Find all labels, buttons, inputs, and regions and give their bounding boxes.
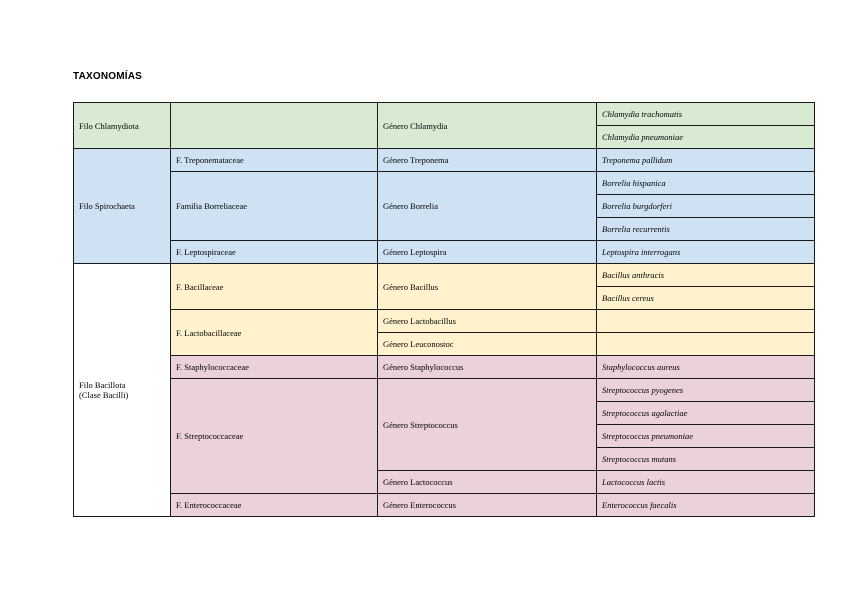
family-cell: F. Lactobacillaceae: [171, 310, 378, 356]
family-cell: F. Staphylococcaceae: [171, 356, 378, 379]
species-cell: Treponema pallidum: [597, 149, 815, 172]
species-cell: Staphylococcus aureus: [597, 356, 815, 379]
table-row: [74, 494, 815, 517]
family-cell: F. Treponemataceae: [171, 149, 378, 172]
species-cell: Streptococcus mutans: [597, 448, 815, 471]
family-cell: F. Leptospiraceae: [171, 241, 378, 264]
family-cell: Familia Borreliaceae: [171, 172, 378, 241]
species-cell: Chlamydia trachomatis: [597, 103, 815, 126]
species-cell: Streptococcus pneumoniae: [597, 425, 815, 448]
species-cell: Borrelia recurrentis: [597, 218, 815, 241]
table-row: [74, 149, 815, 172]
species-cell: Borrelia burgdorferi: [597, 195, 815, 218]
genus-cell: Género Staphylococcus: [378, 356, 597, 379]
table-row: [74, 103, 815, 126]
species-cell-empty: [597, 333, 815, 356]
family-cell: F. Streptococcaceae: [171, 379, 378, 494]
table-row: [74, 241, 815, 264]
phylum-name: Filo Bacillota: [79, 380, 126, 390]
table-row: [74, 264, 815, 287]
page-title: TAXONOMÍAS: [73, 71, 143, 82]
genus-cell: Género Lactobacillus: [378, 310, 597, 333]
genus-cell: Género Streptococcus: [378, 379, 597, 471]
species-cell: Chlamydia pneumoniae: [597, 126, 815, 149]
genus-cell: Género Leuconostoc: [378, 333, 597, 356]
species-cell: Streptococcus pyogenes: [597, 379, 815, 402]
genus-cell: Género Leptospira: [378, 241, 597, 264]
table-row: [74, 172, 815, 195]
genus-cell: Género Bacillus: [378, 264, 597, 310]
species-cell: Borrelia hispanica: [597, 172, 815, 195]
phylum-class: (Clase Bacilli): [79, 390, 129, 400]
genus-cell: Género Enterococcus: [378, 494, 597, 517]
species-cell: Streptococcus agalactiae: [597, 402, 815, 425]
phylum-cell: [74, 264, 171, 517]
genus-cell: Género Treponema: [378, 149, 597, 172]
genus-cell: Género Borrelia: [378, 172, 597, 241]
phylum-cell: Filo Spirochaeta: [74, 149, 171, 264]
phylum-cell: Filo Chlamydiota: [74, 103, 171, 149]
taxonomy-table: [73, 102, 815, 517]
family-cell-empty: [171, 103, 378, 149]
family-cell: F. Bacillaceae: [171, 264, 378, 310]
table-row: [74, 356, 815, 379]
species-cell: Leptospira interrogans: [597, 241, 815, 264]
genus-cell: Género Chlamydia: [378, 103, 597, 149]
species-cell-empty: [597, 310, 815, 333]
species-cell: Enterococcus faecalis: [597, 494, 815, 517]
table-row: [74, 310, 815, 333]
table-row: [74, 379, 815, 402]
species-cell: Bacillus cereus: [597, 287, 815, 310]
genus-cell: Género Lactococcus: [378, 471, 597, 494]
species-cell: Bacillus anthracis: [597, 264, 815, 287]
species-cell: Lactococcus lactis: [597, 471, 815, 494]
family-cell: F. Enterococcaceae: [171, 494, 378, 517]
